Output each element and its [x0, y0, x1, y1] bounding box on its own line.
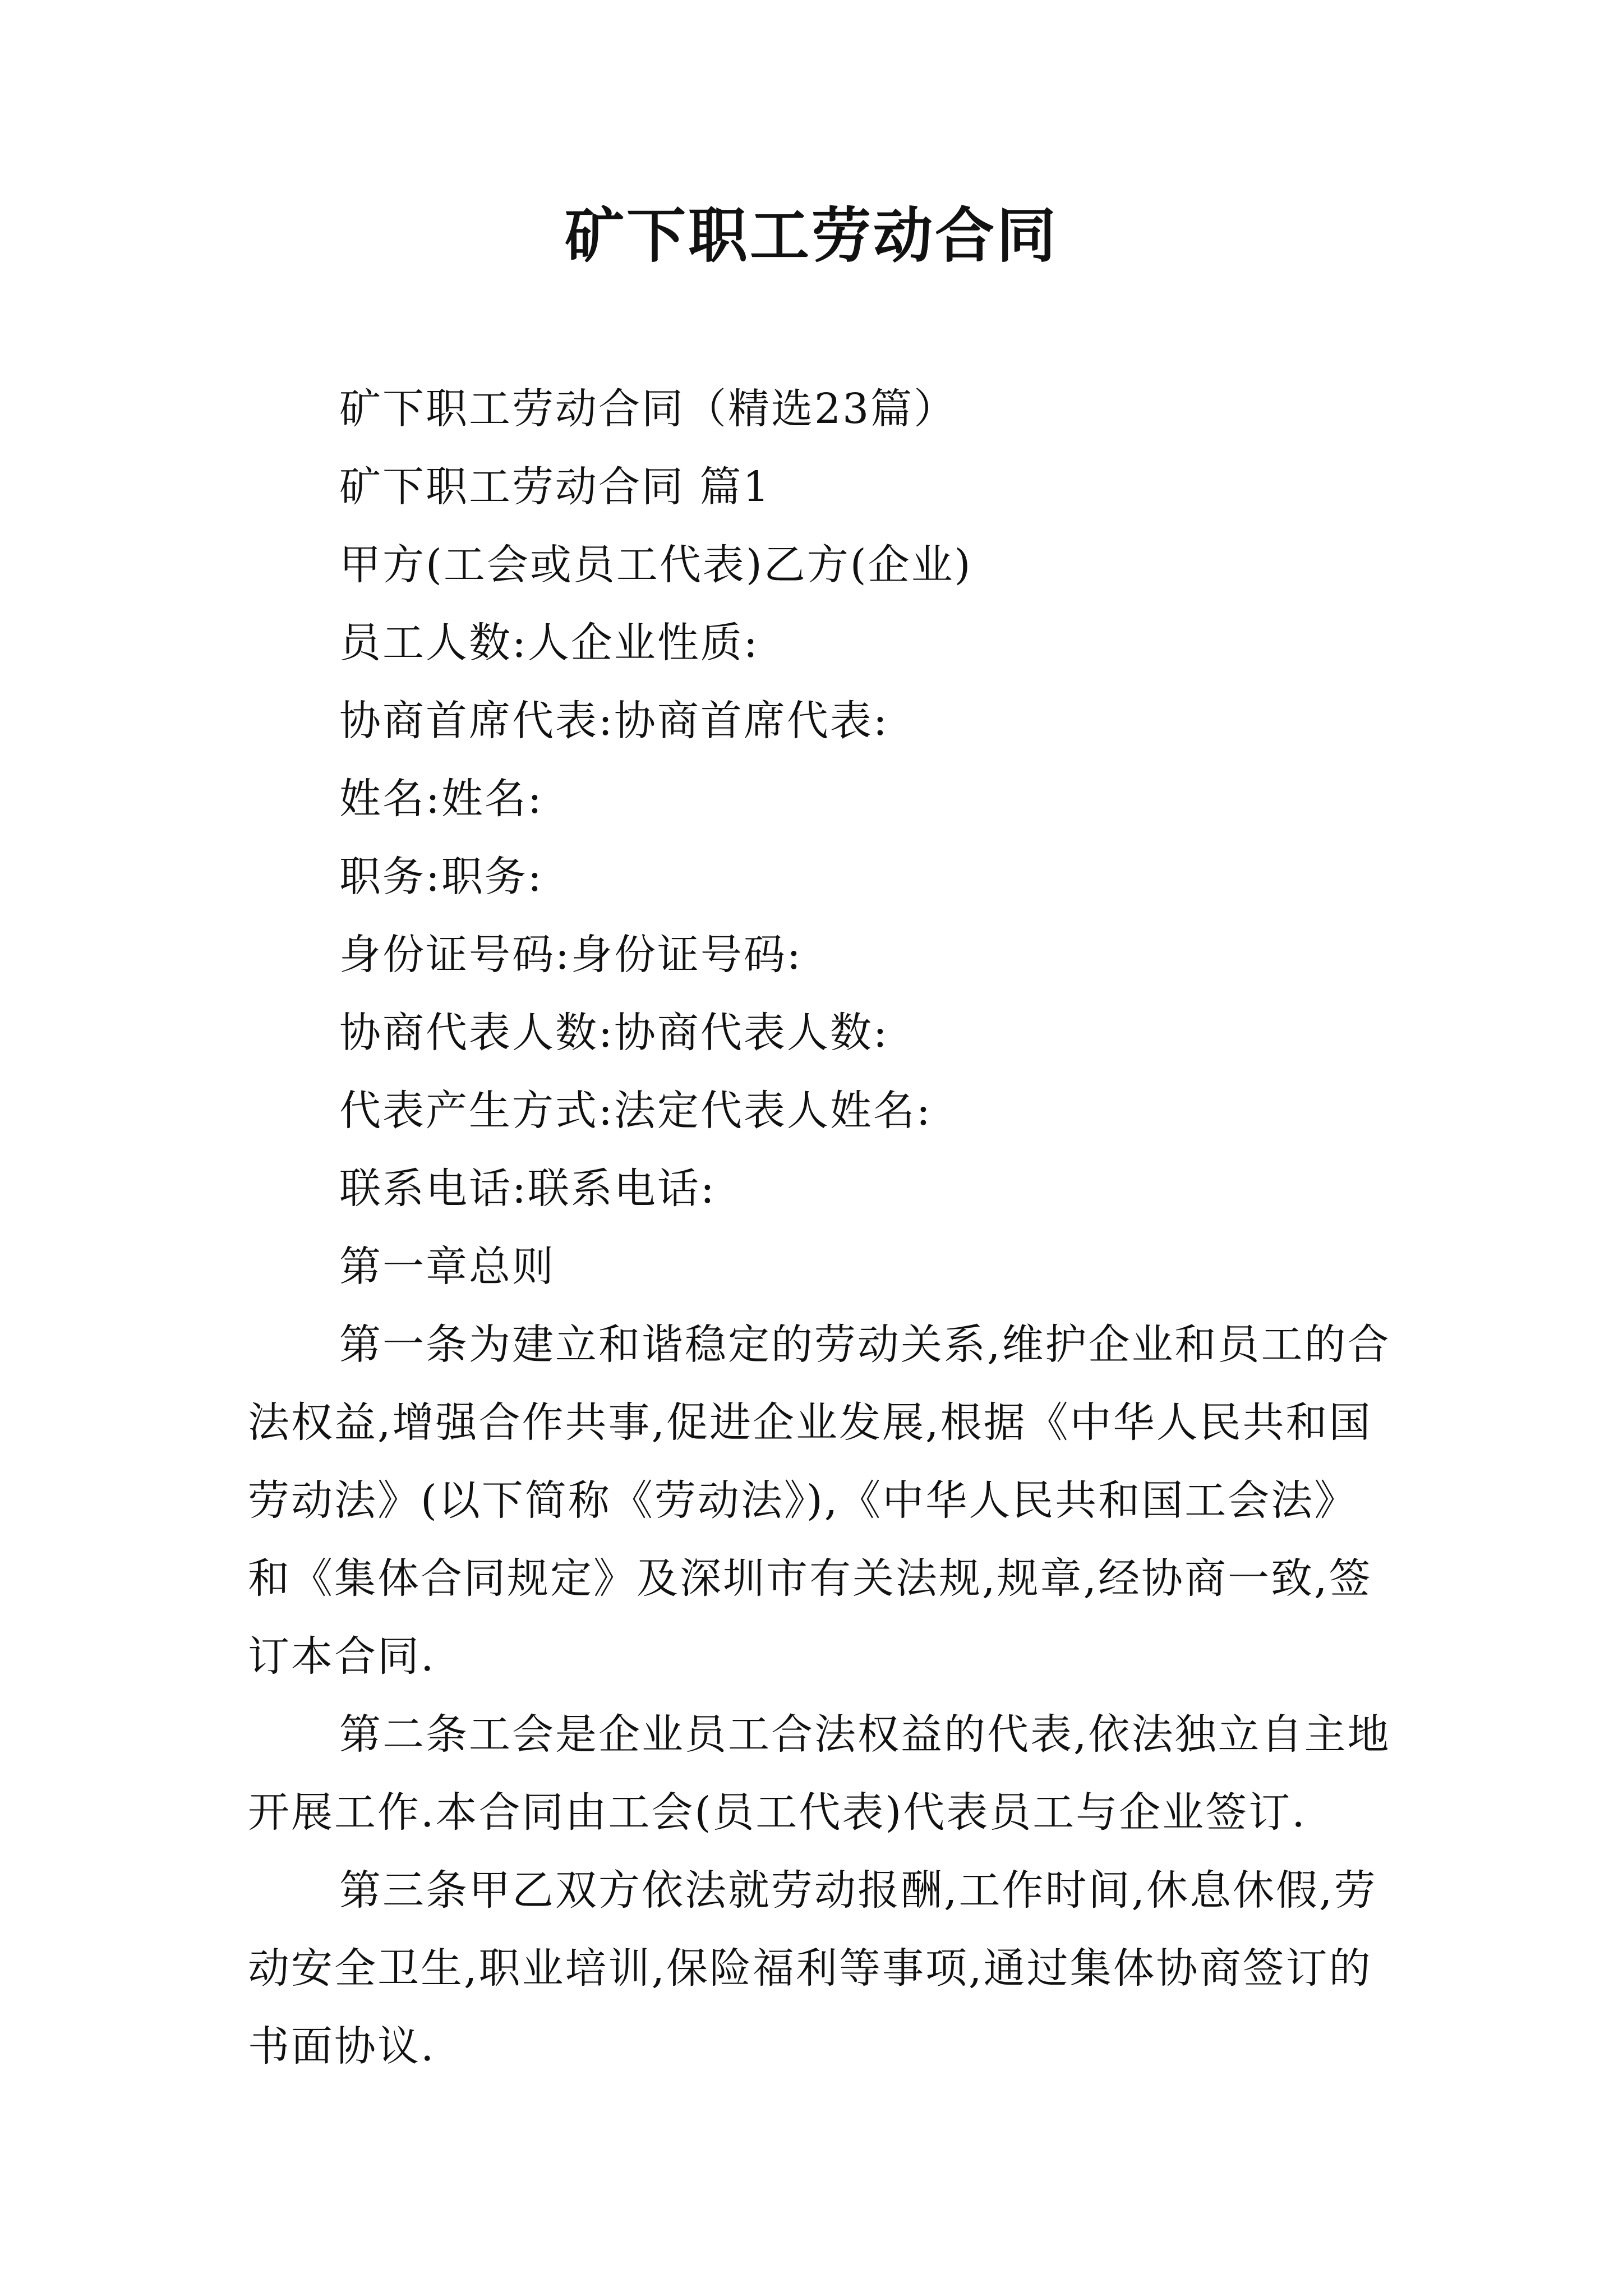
- form-line: 协商首席代表:协商首席代表:: [339, 697, 889, 745]
- article-paragraph: 第二条工会是企业员工合法权益的代表,依法独立自主地开展工作.本合同由工会(员工代表)代表员工与企业签订.: [248, 1710, 1391, 1837]
- subtitle-paragraph: 矿下职工劳动合同（精选23篇）: [339, 385, 957, 433]
- form-line: 姓名:姓名:: [339, 775, 543, 823]
- parties-line: 甲方(工会或员工代表)乙方(企业): [339, 541, 972, 589]
- form-line: 联系电话:联系电话:: [339, 1165, 716, 1213]
- form-line: 代表产生方式:法定代表人姓名:: [339, 1087, 932, 1135]
- form-line: 协商代表人数:协商代表人数:: [339, 1009, 889, 1057]
- article-paragraph: 第一条为建立和谐稳定的劳动关系,维护企业和员工的合法权益,增强合作共事,促进企业发展,根据《中华人民共和国劳动法》(以下简称《劳动法》),《中华人民共和国工会法》和《集体合同规定》及深圳市有关法规,规章,经协商一致,签订本合同.: [248, 1320, 1391, 1681]
- form-line: 身份证号码:身份证号码:: [339, 931, 803, 979]
- document-body: [248, 370, 1392, 2086]
- chapter-heading: 第一章总则: [339, 1243, 555, 1291]
- article-paragraph: 第三条甲乙双方依法就劳动报酬,工作时间,休息休假,劳动安全卫生,职业培训,保险福利等事项,通过集体协商签订的书面协议.: [248, 1866, 1377, 2070]
- section-heading: 矿下职工劳动合同 篇1: [339, 463, 771, 511]
- form-line: 员工人数:人企业性质:: [339, 619, 759, 667]
- document-title: 矿下职工劳动合同: [565, 200, 1058, 270]
- form-line: 职务:职务:: [339, 853, 543, 901]
